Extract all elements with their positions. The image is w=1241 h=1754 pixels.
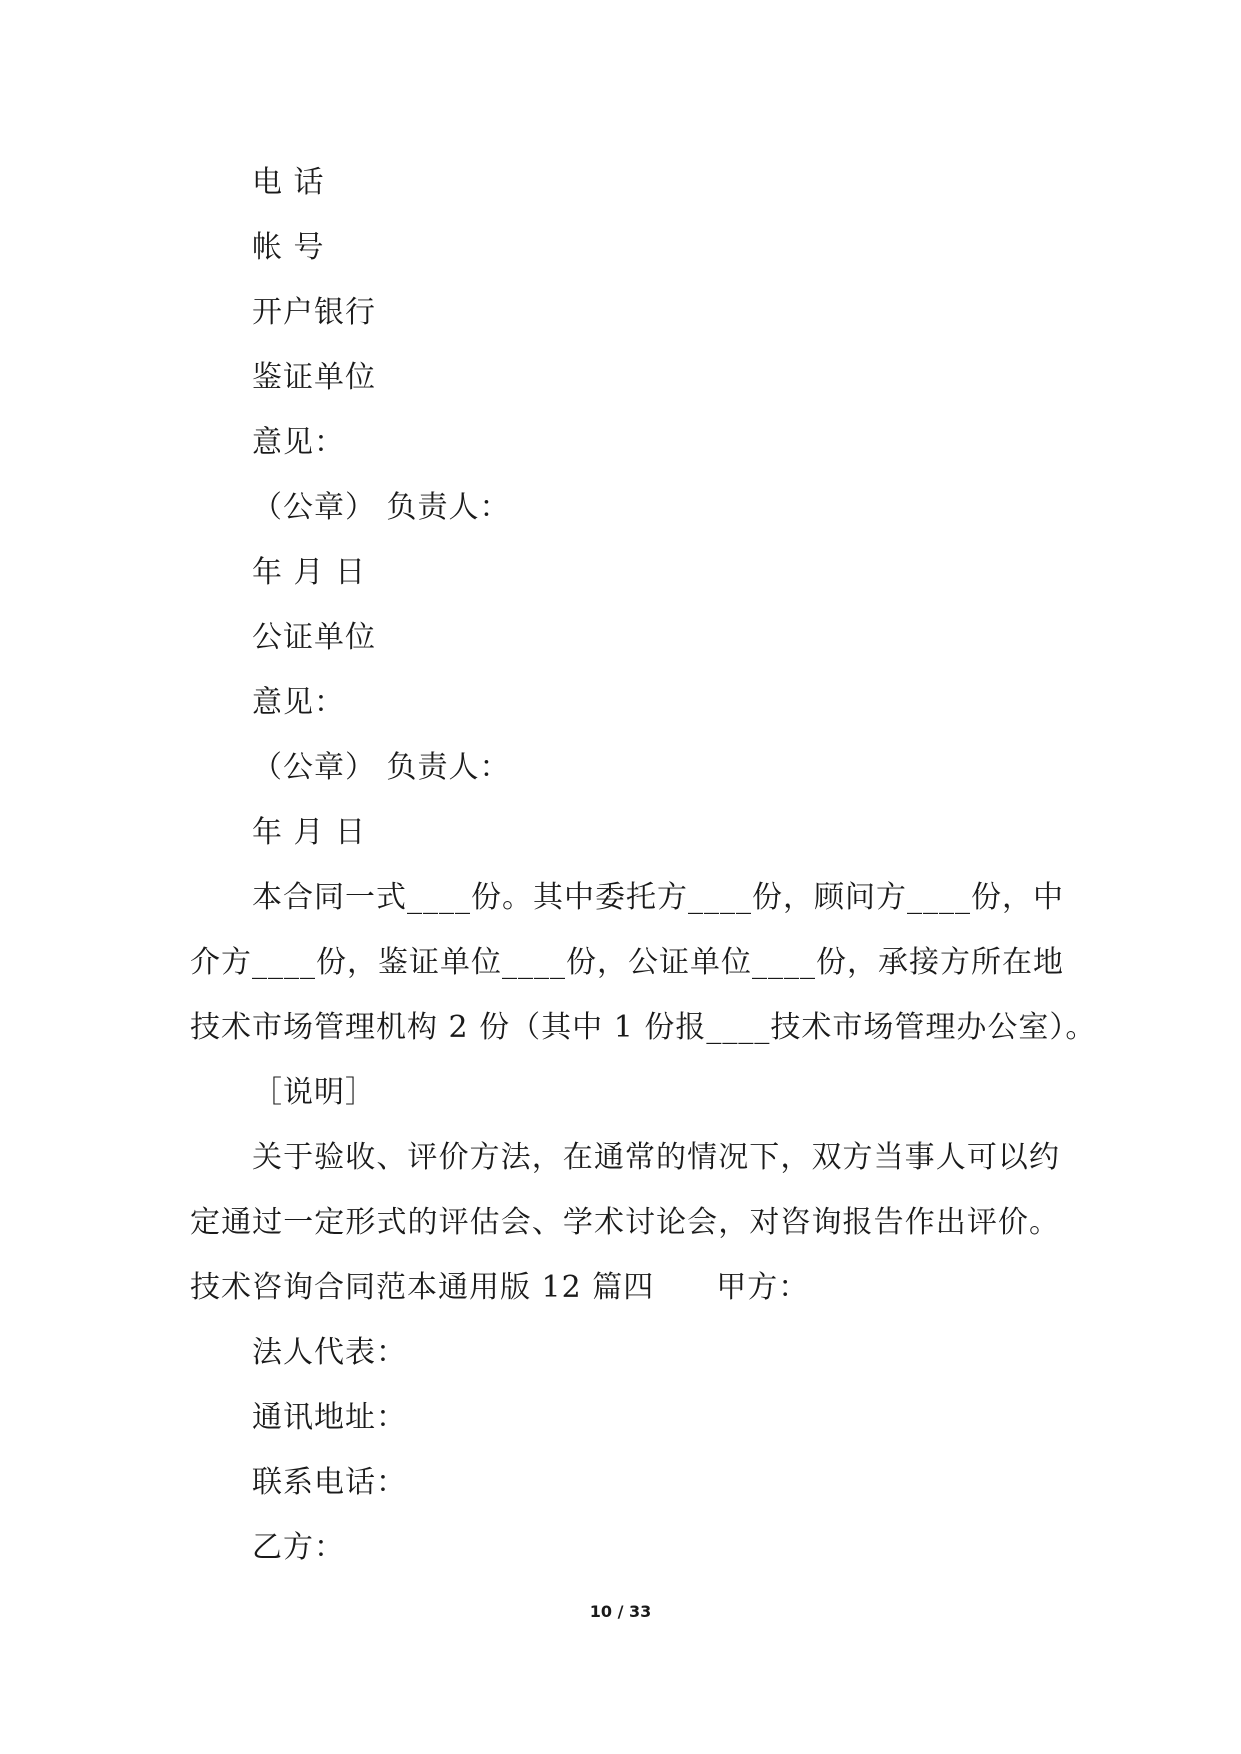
paragraph-line: 介方____份，鉴证单位____份，公证单位____份，承接方所在地 [190,945,1064,980]
text-line: 公证单位 [252,620,376,655]
text-line: 鉴证单位 [252,360,376,395]
text-line: （公章） 负责人： [252,750,511,785]
paragraph-line: 关于验收、评价方法，在通常的情况下，双方当事人可以约 [252,1140,1060,1175]
text-line: 联系电话： [252,1465,407,1500]
text-line: 年 月 日 [252,555,367,590]
text-line: 乙方： [252,1530,345,1565]
text-line: 电 话 [252,165,325,200]
paragraph-line: 本合同一式____份。其中委托方____份，顾问方____份，中 [252,880,1064,915]
text-line: 通讯地址： [252,1400,407,1435]
text-line: （公章） 负责人： [252,490,511,525]
page-number: 10 / 33 [589,1602,652,1621]
text-line: 意见： [252,685,345,720]
text-line: 意见： [252,425,345,460]
text-line: 年 月 日 [252,815,367,850]
text-line: 帐 号 [252,230,325,265]
text-line: 开户银行 [252,295,376,330]
paragraph-line: 技术咨询合同范本通用版 12 篇四 甲方： [190,1270,810,1305]
text-line: 法人代表： [252,1335,407,1370]
paragraph-line: 定通过一定形式的评估会、学术讨论会，对咨询报告作出评价。 [190,1205,1060,1240]
paragraph-line: 技术市场管理机构 2 份（其中 1 份报____技术市场管理办公室）。 [190,1010,1097,1045]
section-heading: ［说明］ [252,1075,376,1110]
